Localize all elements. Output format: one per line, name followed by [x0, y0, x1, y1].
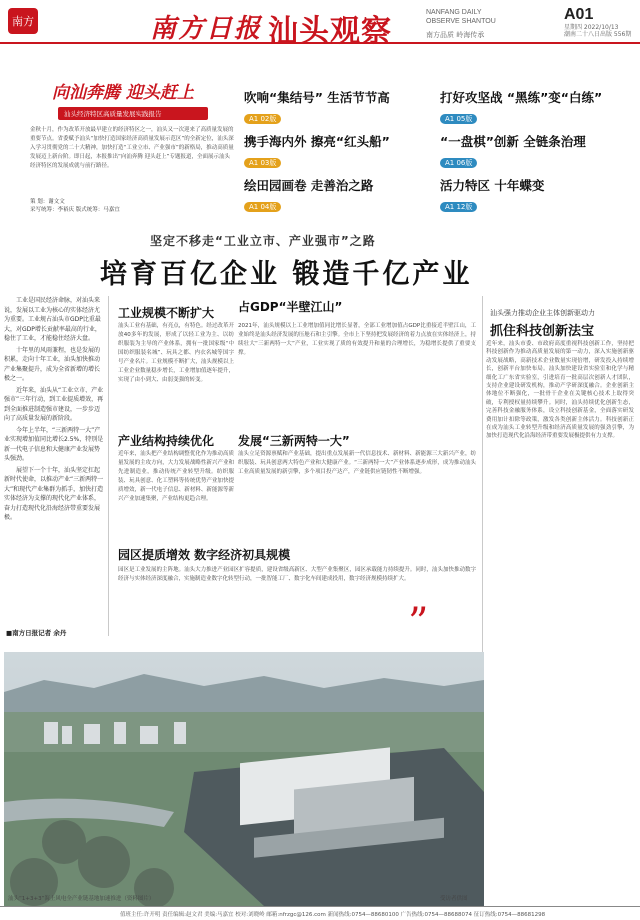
- quote-mark-icon: ”: [408, 600, 429, 646]
- section-head: 发展“三新两特一大”: [238, 434, 350, 448]
- index-grid: [244, 88, 628, 214]
- index-item-title: 吹响“集结号” 生活节节高: [244, 90, 390, 105]
- banner-subtitle: 汕头经济特区高质量发展实践报告: [58, 107, 208, 120]
- lead-paragraph: 展望下一个十年，汕头坚定扛起新时代使命，以推动产业“三新两特一大”和现代产业集群为抓手，加快打造实体经济为支撑的现代化产业体系，奋力打造现代化沿海经济带重要发展极。: [4, 466, 104, 521]
- english-name-line2: OBSERVE SHANTOU: [426, 18, 496, 25]
- section-head: 园区提质增效 数字经济初具规模: [118, 548, 291, 562]
- headline-kicker: 坚定不移走“工业立市、产业强市”之路: [150, 234, 376, 248]
- masthead: [0, 0, 640, 49]
- banner-intro: 金秋十月，作为改革开放最早建立的经济特区之一，汕头又一次迎来了高质量发展的重要节点。省委赋予汕头“加快打造国家经济高质量发展示范区”的全新定位，汕头深入学习贯彻党的二十大精神，加快打造“工业立市、产业强市”的新格局，推动高质量发展迈上新台阶。即日起，本报推出“向汕奔腾 迎头赶上”专题报道，全面展示汕头经济特区的发展成就与前行路径。: [30, 127, 234, 169]
- section-body: 汕头立足资源禀赋和产业基础，提出重点发展新一代信息技术、新材料、新能源三大新兴产业，纺织服装、玩具创意两大特色产业和大健康产业。“三新两特一大”产业体系逐步成形，成为推动汕头工业高质量发展的新引擎，多个项目投产达产，产业链供应链韧性不断增强。: [238, 451, 476, 475]
- page-footer: 值班主任:许开明 责任编辑:赵文君 美编:马嘉宜 校对:刘晓岭 邮箱:nfrzgc@126.com 新闻热线:0754—88680100 广告热线:0754—88688074 征订热线:0754—88681298: [0, 906, 640, 920]
- index-item-page-tag: A1 05版: [440, 114, 477, 124]
- section-body: 园区是工业发展的主阵地。汕头大力推进产业园区扩容提质，建设省级高新区、大型产业集聚区，园区承载能力持续提升。同时，汕头加快推动数字经济与实体经济深度融合，实施制造业数字化转型行动，一批智能工厂、数字化车间建成投用，数字经济规模持续扩大。: [118, 567, 476, 582]
- lead-paragraph: 近年来，汕头从“工业立市、产业强市”三年行动，到工业提质增效，再到全面推进制造强市建设，一步步迈向了高质量发展的新阶段。: [4, 386, 104, 422]
- index-item-title: 打好攻坚战 “黑练”变“白练”: [440, 90, 603, 105]
- paper-name: 南方日报: [150, 14, 263, 44]
- edition-issue: 潮南二十八日出版 556期: [564, 31, 632, 38]
- index-item-page-tag: A1 04版: [244, 202, 281, 212]
- index-item[interactable]: [440, 88, 630, 125]
- edition-info: [564, 24, 634, 38]
- banner-title: 向汕奔腾 迎头赶上: [52, 83, 194, 103]
- column-divider: [108, 296, 109, 636]
- english-name: [426, 8, 496, 26]
- section-body: 汕头工业有基础，有亮点，有特色。经过改革开放40多年的发展，形成了以轻工业为主、以纺织服装为主导的产业体系，拥有一批国家级“中国纺织服装名城”、玩具之都、内衣名城等国字号产业名片。工业规模不断扩大，汕头规模以上工业企业数量稳步增长，工业增加值逐年提升，实现了由小到大、由弱变强的转变。: [118, 323, 234, 383]
- index-item-page-tag: A1 06版: [440, 158, 477, 168]
- lead-paragraph: 十年里的风雨兼程，也是发展的积累，走向十年工业，汕头加快推动产业集聚提升，成为全省新增的增长极之一。: [4, 346, 101, 382]
- index-item[interactable]: [244, 132, 434, 169]
- credits-line1: 策 划：谢文文: [30, 199, 65, 205]
- index-item-title: 绘田园画卷 走善治之路: [244, 178, 374, 193]
- index-item[interactable]: [440, 176, 630, 213]
- sidebar-body: 近年来，汕头市委、市政府高度重视科技创新工作，坚持把科技创新作为推动高质量发展的第一动力，深入实施创新驱动发展战略，高新技术企业数量实现倍增，研发投入持续增长，创新平台加快布局。汕头加快建设省实验室和化学与精细化工广东省实验室，引进培育一批高层次创新人才团队，支持企业建设研发机构，推动产学研深度融合。企业创新主体地位不断强化，一批骨干企业在关键核心技术上取得突破，专利授权量持续攀升。同时，汕头持续优化创新生态，完善科技金融服务体系，设立科技创新基金，全面落实研发费用加计扣除等政策，激发各类创新主体活力。科技创新正在成为汕头工业转型升级和经济高质量发展的强劲引擎，为加快打造现代化沿海经济带重要发展极提供有力支撑。: [486, 341, 634, 440]
- byline: ■南方日报记者 余丹: [6, 629, 67, 637]
- lead-paragraph: 今年上半年，“三新两特一大”产业实现增加值同比增长2.5%，特别是新一代电子信息和大健康产业发展势头强劲。: [4, 426, 104, 462]
- section-head: 工业规模不断扩大: [118, 306, 215, 320]
- page-number: A01: [564, 6, 594, 23]
- section-body: 2021年，汕头规模以上工业增加值同比增长显著，全部工业增加值占GDP比重接近半壁江山，工业始终是汕头经济发展的压舱石和主引擎。全市上下坚持把发展经济的着力点放在实体经济上，持续壮大“三新两特一大”产业，工业实现了质的有效提升和量的合理增长，为稳增长提供了重要支撑。: [238, 323, 476, 356]
- section-head: 占GDP“半壁江山”: [238, 300, 343, 314]
- index-item-title: 携手海内外 擦亮“红头船”: [244, 134, 390, 149]
- index-item-page-tag: A1 12版: [440, 202, 477, 212]
- index-item-page-tag: A1 02版: [244, 114, 281, 124]
- photo-credit: 受访者供图: [440, 896, 468, 902]
- paper-seal-logo: 南方: [8, 8, 38, 34]
- sidebar-kicker: 汕头强力推动企业主体创新驱动力: [490, 309, 595, 317]
- banner-credits: [30, 198, 234, 214]
- main-headline: 培育百亿企业 锻造千亿产业: [100, 259, 473, 290]
- section-body: 近年来，汕头把产业结构调整优化作为推动高质量发展的主攻方向，大力发展战略性新兴产业和先进制造业，推动传统产业转型升级。纺织服装、玩具创意、化工塑料等传统优势产业加快提质增效，新一代电子信息、新材料、新能源等新兴产业加速集聚，产业结构更趋合理。: [118, 451, 234, 502]
- series-banner: [30, 78, 234, 206]
- section-name: 汕头观察: [268, 14, 392, 49]
- index-item-title: 活力特区 十年蝶变: [440, 178, 545, 193]
- lead-paragraph: 工业是国民经济命脉，对汕头来说，发展以工业为核心的实体经济尤为重要。工业规占汕头市GDP比重最大，对GDP增长贡献率最高的行业，稳住了工业，才能稳住经济大盘。: [4, 297, 101, 342]
- credits-line2: 采写统筹：李裕庆 版式统筹：马嘉宜: [30, 207, 120, 213]
- section-head: 产业结构持续优化: [118, 434, 215, 448]
- index-item[interactable]: [440, 132, 630, 169]
- index-item[interactable]: [244, 176, 434, 213]
- aerial-photo: [4, 652, 484, 906]
- index-item[interactable]: [244, 88, 434, 125]
- english-name-line1: NANFANG DAILY: [426, 9, 482, 16]
- sidebar-headline: 抓住科技创新法宝: [490, 324, 595, 339]
- edition-date: 星期四 2022/10/13: [564, 24, 619, 31]
- index-item-page-tag: A1 03版: [244, 158, 281, 168]
- index-item-title: “一盘棋”创新 全链条治理: [440, 134, 586, 149]
- photo-caption: 汕头“1+3+3”海上风电全产业链基地加速推进（资料图片）: [8, 896, 155, 902]
- industrial-park-illustration: [4, 652, 484, 906]
- slogan: 南方品质 岭海传承: [426, 31, 485, 39]
